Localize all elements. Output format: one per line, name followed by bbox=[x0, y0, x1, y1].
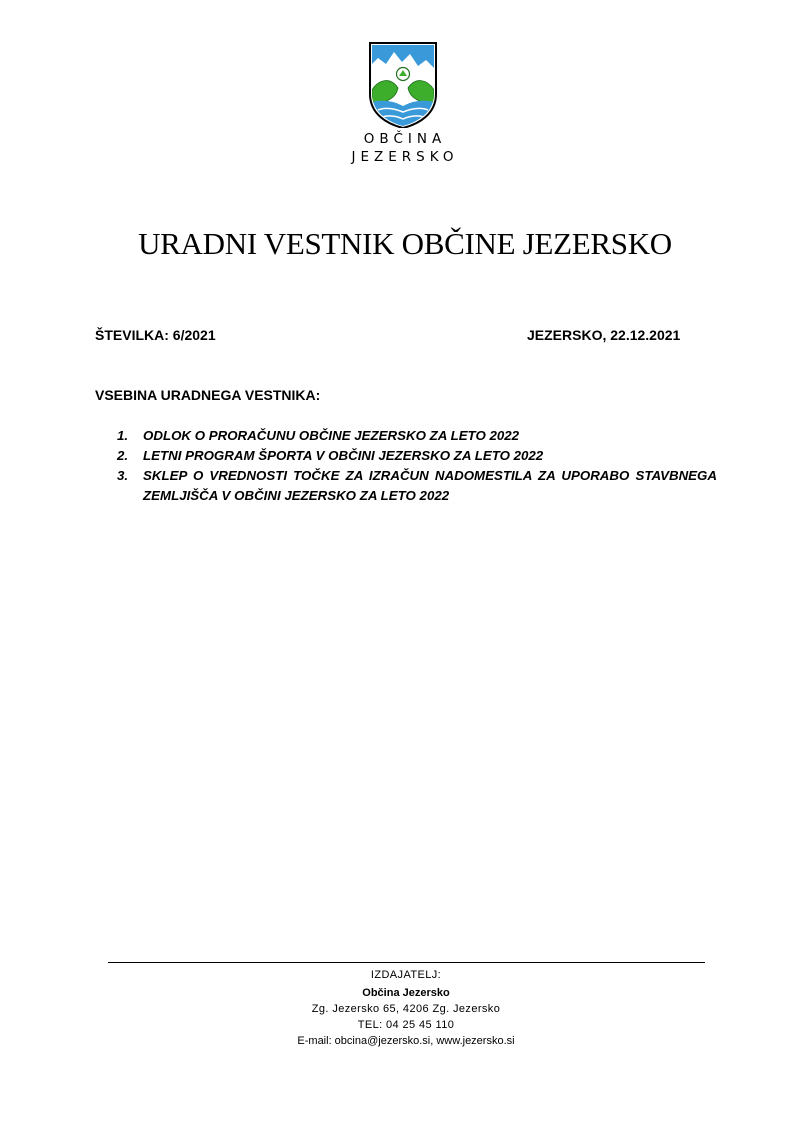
contents-heading: VSEBINA URADNEGA VESTNIKA: bbox=[95, 387, 321, 403]
contents-item-number: 3. bbox=[117, 468, 129, 483]
contents-item-text: LETNI PROGRAM ŠPORTA V OBČINI JEZERSKO ZA LETO 2022 bbox=[143, 448, 544, 463]
publisher-name: Občina Jezersko bbox=[362, 987, 450, 999]
footer-divider bbox=[108, 962, 705, 963]
contents-item bbox=[117, 446, 717, 466]
publisher-phone: TEL: 04 25 45 110 bbox=[357, 1019, 455, 1031]
coat-of-arms-icon bbox=[368, 42, 438, 128]
place-date: JEZERSKO, 22.12.2021 bbox=[527, 327, 681, 343]
contents-item bbox=[117, 426, 717, 446]
publisher-label: IZDAJATELJ: bbox=[370, 969, 442, 981]
issue-number: ŠTEVILKA: 6/2021 bbox=[95, 327, 216, 343]
document-title: URADNI VESTNIK OBČINE JEZERSKO bbox=[138, 226, 672, 261]
contents-item-number: 1. bbox=[117, 428, 129, 443]
contents-item-text: SKLEP O VREDNOSTI TOČKE ZA IZRAČUN NADOMESTILA ZA UPORABO STAVBNEGA ZEMLJIŠČA V OBČINI JEZERSKO ZA LETO 2022 bbox=[143, 468, 717, 503]
publisher-contact: E-mail: obcina@jezersko.si, www.jezersko.si bbox=[297, 1035, 515, 1047]
publisher-address: Zg. Jezersko 65, 4206 Zg. Jezersko bbox=[311, 1003, 501, 1015]
municipality-name-line2: JEZERSKO bbox=[351, 149, 459, 165]
contents-item bbox=[117, 466, 717, 506]
contents-list bbox=[117, 426, 717, 506]
contents-item-number: 2. bbox=[117, 448, 129, 463]
municipality-name-line1: OBČINA bbox=[363, 131, 447, 147]
contents-item-text: ODLOK O PRORAČUNU OBČINE JEZERSKO ZA LETO 2022 bbox=[143, 428, 520, 443]
